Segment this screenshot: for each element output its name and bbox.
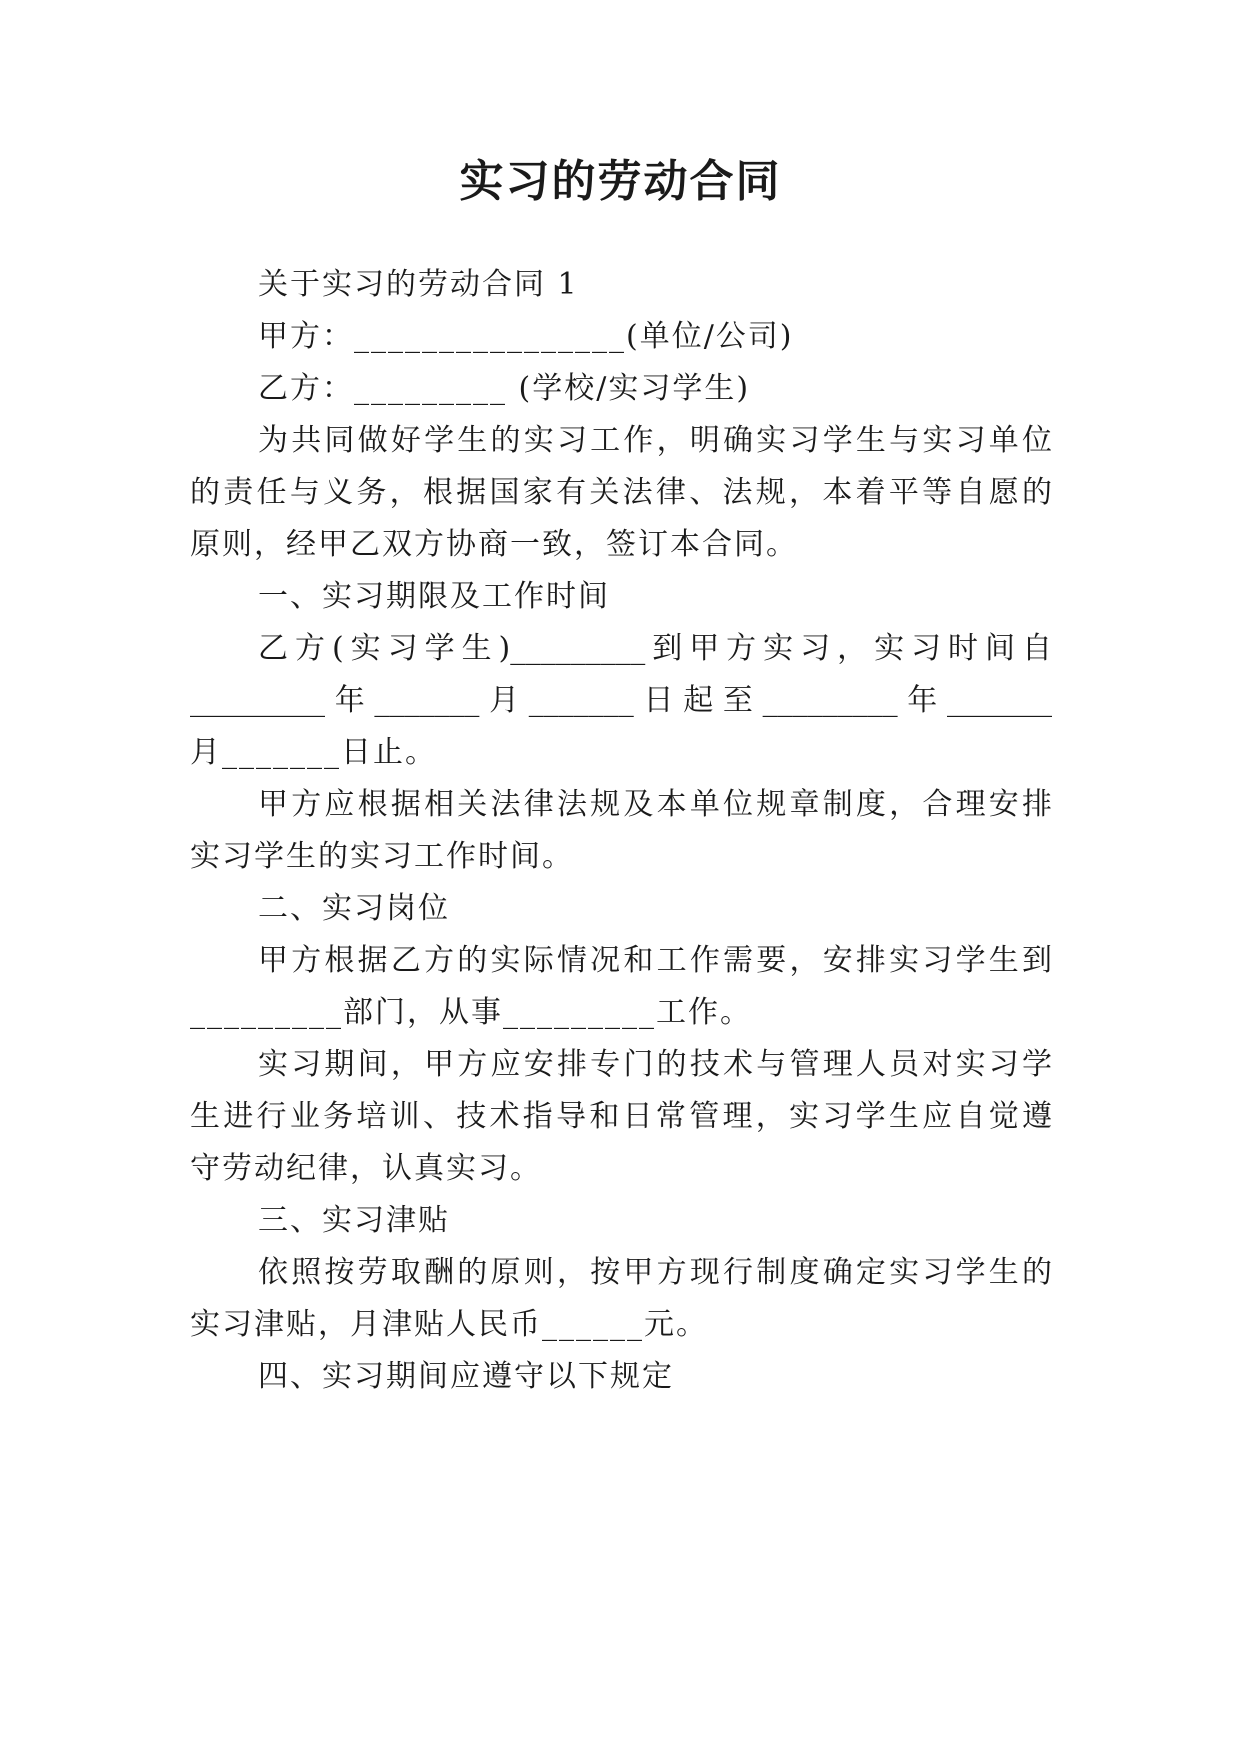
contract-subtitle: 关于实习的劳动合同 1 bbox=[258, 267, 579, 302]
preamble-line-3: 原则，经甲乙双方协商一致，签订本合同。 bbox=[190, 527, 798, 562]
section-2-line-3: 实习期间，甲方应安排专门的技术与管理人员对实习学 bbox=[258, 1047, 1052, 1082]
section-1-line-4: 甲方应根据相关法律法规及本单位规章制度，合理安排 bbox=[258, 787, 1052, 822]
section-1-line-3: 月_______日止。 bbox=[190, 735, 437, 770]
section-2-line-2: _________部门，从事_________工作。 bbox=[190, 995, 752, 1030]
section-heading-1: 一、实习期限及工作时间 bbox=[258, 579, 610, 614]
section-heading-3: 三、实习津贴 bbox=[258, 1203, 450, 1238]
party-a-line: 甲方：________________(单位/公司) bbox=[258, 319, 794, 354]
section-heading-4: 四、实习期间应遵守以下规定 bbox=[258, 1359, 674, 1394]
section-2-line-5: 守劳动纪律，认真实习。 bbox=[190, 1151, 542, 1186]
section-1-line-1: 乙方(实习学生)_________到甲方实习，实习时间自 bbox=[258, 631, 1052, 666]
section-2-line-4: 生进行业务培训、技术指导和日常管理，实习学生应自觉遵 bbox=[190, 1099, 1052, 1134]
preamble-line-1: 为共同做好学生的实习工作，明确实习学生与实习单位 bbox=[258, 423, 1052, 458]
section-3-line-2: 实习津贴，月津贴人民币______元。 bbox=[190, 1307, 708, 1342]
section-1-line-2: _________年_______月_______日起至_________年_______ bbox=[190, 683, 1052, 718]
preamble-line-2: 的责任与义务，根据国家有关法律、法规，本着平等自愿的 bbox=[190, 475, 1052, 510]
section-heading-2: 二、实习岗位 bbox=[258, 891, 450, 926]
party-b-line: 乙方：_________ (学校/实习学生) bbox=[258, 371, 751, 406]
section-3-line-1: 依照按劳取酬的原则，按甲方现行制度确定实习学生的 bbox=[258, 1255, 1052, 1290]
section-1-line-5: 实习学生的实习工作时间。 bbox=[190, 839, 574, 874]
section-2-line-1: 甲方根据乙方的实际情况和工作需要，安排实习学生到 bbox=[258, 943, 1052, 978]
document-title: 实习的劳动合同 bbox=[459, 156, 782, 207]
